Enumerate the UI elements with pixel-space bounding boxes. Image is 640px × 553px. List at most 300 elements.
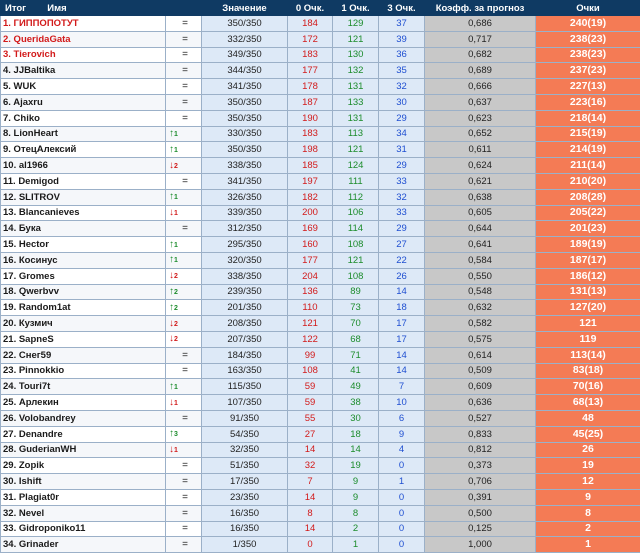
value-cell: 163/350 [202,363,288,379]
coef-cell: 0,584 [425,252,536,268]
coef-cell: 0,717 [425,31,536,47]
table-row [1,474,640,490]
o0-cell: 169 [288,221,333,237]
table-row [1,47,640,63]
arrow-down-icon: ↓ [169,333,174,344]
o1-cell: 30 [333,410,379,426]
o3-cell: 10 [379,395,425,411]
table-row [1,489,640,505]
player-name: 22. Снег59 [1,347,166,363]
change-symbol: = [182,365,188,376]
change-cell [166,63,202,79]
o1-cell: 49 [333,379,379,395]
table-body [1,16,640,553]
change-delta: 1 [174,210,178,217]
change-delta: 3 [174,431,178,438]
coef-cell: 0,621 [425,173,536,189]
player-name: 29. Zopik [1,458,166,474]
player-name: 18. Qwerbvv [1,284,166,300]
o0-cell: 172 [288,31,333,47]
change-symbol: = [182,49,188,60]
change-cell [166,489,202,505]
player-name: 9. ОтецАлексий [1,142,166,158]
o3-cell: 9 [379,426,425,442]
change-delta: 1 [174,447,178,454]
change-delta: 1 [174,242,178,249]
o0-cell: 183 [288,47,333,63]
o3-cell: 6 [379,410,425,426]
coef-cell: 0,605 [425,205,536,221]
table-row [1,158,640,174]
points-cell: 187(17) [536,252,640,268]
points-cell: 68(13) [536,395,640,411]
value-cell: 107/350 [202,395,288,411]
o1-cell: 129 [333,16,379,32]
coef-cell: 0,636 [425,395,536,411]
header-value: Значение [202,1,288,16]
o1-cell: 108 [333,268,379,284]
change-cell [166,395,202,411]
o1-cell: 9 [333,489,379,505]
o3-cell: 14 [379,363,425,379]
change-delta: 2 [174,163,178,170]
o3-cell: 32 [379,189,425,205]
o3-cell: 37 [379,16,425,32]
o3-cell: 35 [379,63,425,79]
o0-cell: 14 [288,521,333,537]
change-cell [166,252,202,268]
o0-cell: 14 [288,489,333,505]
player-name: 8. LionHeart [1,126,166,142]
coef-cell: 0,812 [425,442,536,458]
o1-cell: 121 [333,252,379,268]
o0-cell: 160 [288,237,333,253]
o1-cell: 8 [333,505,379,521]
table-row [1,347,640,363]
arrow-up-icon: ↑ [169,128,174,139]
change-delta: 1 [174,257,178,264]
table-row [1,79,640,95]
coef-cell: 0,652 [425,126,536,142]
arrow-down-icon: ↓ [169,160,174,171]
o1-cell: 14 [333,442,379,458]
table-row [1,410,640,426]
points-cell: 218(14) [536,110,640,126]
change-cell [166,142,202,158]
o3-cell: 18 [379,300,425,316]
o1-cell: 121 [333,142,379,158]
change-cell [166,79,202,95]
value-cell: 51/350 [202,458,288,474]
player-name: 20. Кузмич [1,316,166,332]
value-cell: 91/350 [202,410,288,426]
coef-cell: 0,391 [425,489,536,505]
table-row [1,300,640,316]
arrow-up-icon: ↑ [169,381,174,392]
table-row [1,331,640,347]
o3-cell: 17 [379,316,425,332]
value-cell: 344/350 [202,63,288,79]
o1-cell: 114 [333,221,379,237]
change-cell [166,126,202,142]
change-cell [166,410,202,426]
o1-cell: 41 [333,363,379,379]
o1-cell: 38 [333,395,379,411]
arrow-up-icon: ↑ [169,302,174,313]
o3-cell: 34 [379,126,425,142]
change-cell [166,205,202,221]
value-cell: 330/350 [202,126,288,142]
points-cell: 45(25) [536,426,640,442]
value-cell: 208/350 [202,316,288,332]
o1-cell: 130 [333,47,379,63]
coef-cell: 0,637 [425,94,536,110]
o1-cell: 68 [333,331,379,347]
o3-cell: 27 [379,237,425,253]
o3-cell: 0 [379,537,425,553]
player-name: 12. SLITROV [1,189,166,205]
value-cell: 16/350 [202,521,288,537]
o3-cell: 1 [379,474,425,490]
points-cell: 8 [536,505,640,521]
points-cell: 48 [536,410,640,426]
o1-cell: 73 [333,300,379,316]
table-row [1,110,640,126]
points-cell: 19 [536,458,640,474]
points-cell: 12 [536,474,640,490]
change-symbol: = [182,65,188,76]
change-delta: 1 [174,147,178,154]
coef-cell: 0,666 [425,79,536,95]
change-delta: 1 [174,131,178,138]
points-cell: 1 [536,537,640,553]
value-cell: 184/350 [202,347,288,363]
o3-cell: 31 [379,142,425,158]
coef-cell: 0,527 [425,410,536,426]
points-cell: 70(16) [536,379,640,395]
points-cell: 208(28) [536,189,640,205]
points-cell: 214(19) [536,142,640,158]
change-delta: 1 [174,194,178,201]
player-name: 25. Арлекин [1,395,166,411]
points-cell: 240(19) [536,16,640,32]
o3-cell: 29 [379,158,425,174]
o1-cell: 131 [333,110,379,126]
o0-cell: 59 [288,379,333,395]
table-row [1,189,640,205]
value-cell: 338/350 [202,158,288,174]
arrow-up-icon: ↑ [169,191,174,202]
arrow-up-icon: ↑ [169,428,174,439]
header-row [1,1,640,16]
o3-cell: 0 [379,505,425,521]
o0-cell: 198 [288,142,333,158]
o1-cell: 132 [333,63,379,79]
value-cell: 350/350 [202,110,288,126]
change-cell [166,94,202,110]
points-cell: 2 [536,521,640,537]
points-cell: 238(23) [536,47,640,63]
change-cell [166,316,202,332]
arrow-up-icon: ↑ [169,144,174,155]
coef-cell: 0,624 [425,158,536,174]
o1-cell: 89 [333,284,379,300]
change-cell [166,458,202,474]
arrow-down-icon: ↓ [169,207,174,218]
change-cell [166,300,202,316]
table-row [1,316,640,332]
points-cell: 237(23) [536,63,640,79]
o0-cell: 121 [288,316,333,332]
change-cell [166,505,202,521]
header-points: Очки [536,1,640,16]
change-delta: 2 [174,305,178,312]
change-symbol: = [182,34,188,45]
o0-cell: 99 [288,347,333,363]
change-cell [166,284,202,300]
change-symbol: = [182,539,188,550]
coef-cell: 0,125 [425,521,536,537]
value-cell: 320/350 [202,252,288,268]
player-name: 7. Chiko [1,110,166,126]
coef-cell: 0,614 [425,347,536,363]
table-row [1,63,640,79]
points-cell: 205(22) [536,205,640,221]
value-cell: 350/350 [202,94,288,110]
player-name: 10. al1966 [1,158,166,174]
points-cell: 211(14) [536,158,640,174]
arrow-up-icon: ↑ [169,286,174,297]
o0-cell: 177 [288,63,333,79]
change-delta: 1 [174,400,178,407]
change-cell [166,221,202,237]
header-o1: 1 Очк. [333,1,379,16]
header-o3: 3 Очк. [379,1,425,16]
coef-cell: 0,706 [425,474,536,490]
change-cell [166,31,202,47]
change-cell [166,363,202,379]
header-o0: 0 Очк. [288,1,333,16]
arrow-up-icon: ↑ [169,254,174,265]
o3-cell: 29 [379,221,425,237]
player-name: 1. ГИППОПОТУТ [1,16,166,32]
o1-cell: 111 [333,173,379,189]
change-symbol: = [182,18,188,29]
o1-cell: 108 [333,237,379,253]
change-cell [166,47,202,63]
value-cell: 349/350 [202,47,288,63]
player-name: 31. Plagiat0r [1,489,166,505]
coef-cell: 0,611 [425,142,536,158]
value-cell: 295/350 [202,237,288,253]
value-cell: 17/350 [202,474,288,490]
coef-cell: 0,623 [425,110,536,126]
value-cell: 326/350 [202,189,288,205]
value-cell: 239/350 [202,284,288,300]
change-symbol: = [182,476,188,487]
o0-cell: 122 [288,331,333,347]
o3-cell: 22 [379,252,425,268]
player-name: 21. SapneS [1,331,166,347]
value-cell: 23/350 [202,489,288,505]
change-cell [166,442,202,458]
points-cell: 210(20) [536,173,640,189]
table-row [1,426,640,442]
o1-cell: 106 [333,205,379,221]
points-cell: 131(13) [536,284,640,300]
value-cell: 341/350 [202,173,288,189]
o1-cell: 71 [333,347,379,363]
player-name: 13. Blancanieves [1,205,166,221]
table-row [1,284,640,300]
table-row [1,221,640,237]
points-cell: 121 [536,316,640,332]
o3-cell: 4 [379,442,425,458]
change-cell [166,537,202,553]
coef-cell: 1,000 [425,537,536,553]
coef-cell: 0,641 [425,237,536,253]
player-name: 11. Demigod [1,173,166,189]
value-cell: 115/350 [202,379,288,395]
table-row [1,395,640,411]
change-cell [166,173,202,189]
o0-cell: 178 [288,79,333,95]
o1-cell: 112 [333,189,379,205]
value-cell: 32/350 [202,442,288,458]
table-row [1,537,640,553]
o1-cell: 121 [333,31,379,47]
points-cell: 127(20) [536,300,640,316]
change-cell [166,521,202,537]
header-change [166,1,202,16]
value-cell: 339/350 [202,205,288,221]
table-row [1,505,640,521]
o1-cell: 113 [333,126,379,142]
coef-cell: 0,548 [425,284,536,300]
header-coef: Коэфф. за прогноз [425,1,536,16]
player-name: 17. Gromes [1,268,166,284]
value-cell: 338/350 [202,268,288,284]
player-name: 33. Gidroponiko11 [1,521,166,537]
points-cell: 119 [536,331,640,347]
change-cell [166,110,202,126]
o1-cell: 1 [333,537,379,553]
table-row [1,205,640,221]
coef-cell: 0,644 [425,221,536,237]
change-symbol: = [182,223,188,234]
o0-cell: 55 [288,410,333,426]
o0-cell: 136 [288,284,333,300]
o0-cell: 183 [288,126,333,142]
o0-cell: 182 [288,189,333,205]
value-cell: 350/350 [202,142,288,158]
header-total: Итог [5,3,26,14]
points-cell: 201(23) [536,221,640,237]
o3-cell: 36 [379,47,425,63]
o0-cell: 177 [288,252,333,268]
player-name: 16. Косинус [1,252,166,268]
change-symbol: = [182,492,188,503]
o0-cell: 200 [288,205,333,221]
player-name: 3. Tierovich [1,47,166,63]
player-name: 30. Ishift [1,474,166,490]
change-symbol: = [182,176,188,187]
o3-cell: 0 [379,521,425,537]
o0-cell: 27 [288,426,333,442]
table-row [1,268,640,284]
o0-cell: 108 [288,363,333,379]
coef-cell: 0,689 [425,63,536,79]
points-cell: 215(19) [536,126,640,142]
coef-cell: 0,632 [425,300,536,316]
coef-cell: 0,582 [425,316,536,332]
change-cell [166,16,202,32]
table-row [1,363,640,379]
change-symbol: = [182,113,188,124]
o1-cell: 133 [333,94,379,110]
change-delta: 2 [174,273,178,280]
coef-cell: 0,682 [425,47,536,63]
arrow-down-icon: ↓ [169,270,174,281]
points-cell: 186(12) [536,268,640,284]
o3-cell: 32 [379,79,425,95]
change-delta: 2 [174,289,178,296]
change-cell [166,379,202,395]
player-name: 6. Ajaxru [1,94,166,110]
change-delta: 2 [174,321,178,328]
o0-cell: 59 [288,395,333,411]
change-symbol: = [182,81,188,92]
points-cell: 113(14) [536,347,640,363]
coef-cell: 0,500 [425,505,536,521]
table-row [1,31,640,47]
points-cell: 9 [536,489,640,505]
o3-cell: 0 [379,458,425,474]
coef-cell: 0,575 [425,331,536,347]
coef-cell: 0,373 [425,458,536,474]
change-cell [166,268,202,284]
o3-cell: 14 [379,347,425,363]
change-cell [166,158,202,174]
o3-cell: 29 [379,110,425,126]
table-row [1,442,640,458]
change-cell [166,474,202,490]
change-cell [166,237,202,253]
change-symbol: = [182,460,188,471]
arrow-down-icon: ↓ [169,444,174,455]
change-symbol: = [182,523,188,534]
change-cell [166,331,202,347]
coef-cell: 0,638 [425,189,536,205]
o0-cell: 14 [288,442,333,458]
player-name: 19. Random1at [1,300,166,316]
coef-cell: 0,609 [425,379,536,395]
table-row [1,458,640,474]
player-name: 15. Hector [1,237,166,253]
o0-cell: 190 [288,110,333,126]
o3-cell: 26 [379,268,425,284]
table-row [1,126,640,142]
o1-cell: 19 [333,458,379,474]
player-name: 34. Grinader [1,537,166,553]
change-delta: 1 [174,384,178,391]
points-cell: 189(19) [536,237,640,253]
player-name: 23. Pinnokkio [1,363,166,379]
arrow-down-icon: ↓ [169,318,174,329]
player-name: 5. WUK [1,79,166,95]
o0-cell: 197 [288,173,333,189]
player-name: 28. GuderianWH [1,442,166,458]
